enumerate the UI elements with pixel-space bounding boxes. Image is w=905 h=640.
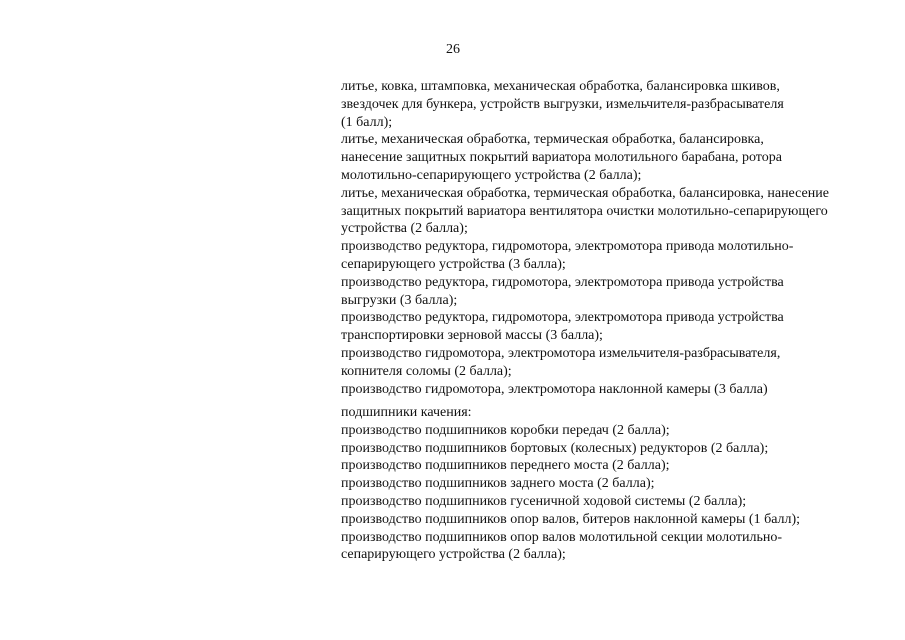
text-line: нанесение защитных покрытий вариатора молотильного барабана, ротора <box>341 150 782 166</box>
text-line: производство подшипников гусеничной ходовой системы (2 балла); <box>341 493 747 509</box>
text-line: производство редуктора, гидромотора, электромотора привода молотильно- <box>341 239 794 255</box>
text-line: производство гидромотора, электромотора наклонной камеры (3 балла) <box>341 381 768 397</box>
text-line: производство гидромотора, электромотора измельчителя-разбрасывателя, <box>341 345 781 361</box>
text-line: молотильно-сепарирующего устройства (2 балла); <box>341 167 642 183</box>
text-line: выгрузки (3 балла); <box>341 292 458 308</box>
text-line: сепарирующего устройства (2 балла); <box>341 547 566 563</box>
text-line: производство подшипников коробки передач (2 балла); <box>341 422 670 438</box>
text-line: производство подшипников бортовых (колесных) редукторов (2 балла); <box>341 440 769 456</box>
text-line: производство редуктора, гидромотора, электромотора привода устройства <box>341 274 784 290</box>
text-line: литье, механическая обработка, термическая обработка, балансировка, <box>341 132 764 148</box>
text-line: транспортировки зерновой массы (3 балла); <box>341 328 603 344</box>
text-line: производство подшипников опор валов молотильной секции молотильно- <box>341 529 783 545</box>
text-line: звездочек для бункера, устройств выгрузки, измельчителя-разбрасывателя <box>341 96 784 112</box>
text-line: производство подшипников заднего моста (2 балла); <box>341 476 655 492</box>
text-block-components <box>341 78 891 398</box>
text-line: производство подшипников переднего моста (2 балла); <box>341 458 670 474</box>
text-line: защитных покрытий вариатора вентилятора очистки молотильно-сепарирующего <box>341 203 828 219</box>
text-line: литье, ковка, штамповка, механическая обработка, балансировка шкивов, <box>341 79 780 94</box>
text-line: копнителя соломы (2 балла); <box>341 363 512 379</box>
text-line: сепарирующего устройства (3 балла); <box>341 256 566 272</box>
section-heading: подшипники качения: <box>341 405 472 420</box>
text-line: производство подшипников опор валов, битеров наклонной камеры (1 балл); <box>341 511 801 527</box>
text-line: производство редуктора, гидромотора, электромотора привода устройства <box>341 310 784 326</box>
page-number: 26 <box>446 42 460 57</box>
text-line: устройства (2 балла); <box>341 221 468 237</box>
text-line: литье, механическая обработка, термическая обработка, балансировка, нанесение <box>341 185 829 201</box>
text-line: (1 балл); <box>341 114 393 130</box>
text-block-bearings <box>341 404 891 564</box>
